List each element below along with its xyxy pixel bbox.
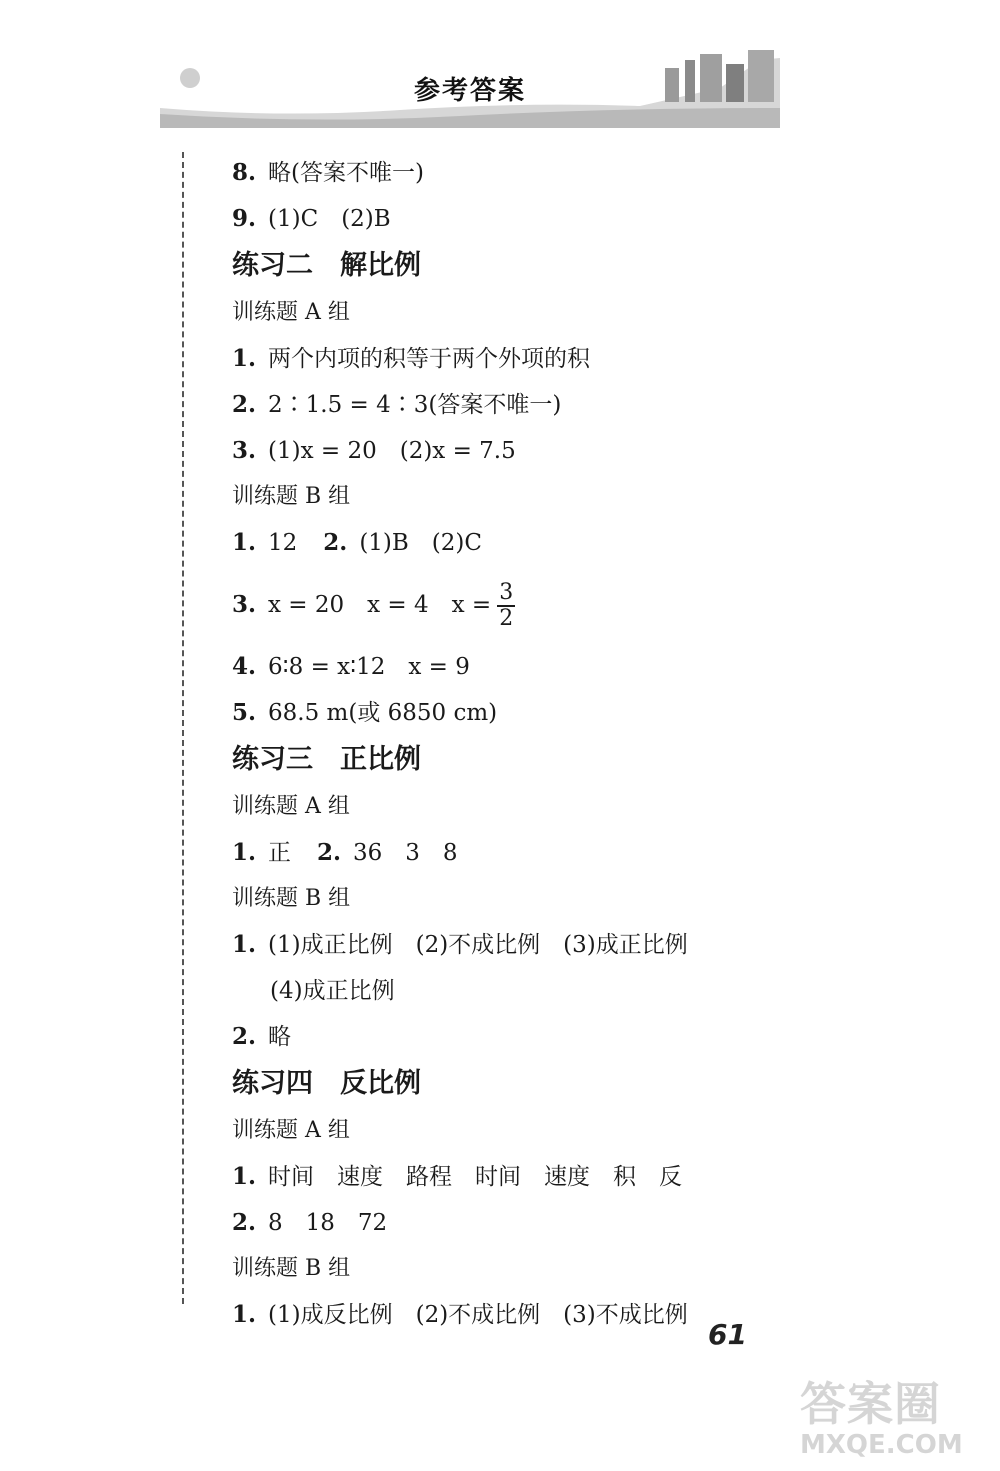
item-number: 1. [232,1163,257,1190]
item-number: 5. [232,699,257,726]
item-number: 3. [232,437,257,464]
answer-item [232,150,832,196]
answer-text: 6∶8 = x∶12 x = 9 [268,654,470,680]
item-number: 8. [232,159,257,186]
answer-item [232,520,832,566]
answer-text: 略 [268,1024,292,1050]
answer-text: x = 20 x = 4 x = [268,592,492,618]
answer-item [232,336,832,382]
answer-text: (1)成反比例 (2)不成比例 (3)不成比例 [268,1302,688,1328]
answer-item [232,382,832,428]
item-number: 3. [232,591,257,618]
answer-item [232,1200,832,1246]
page-number: 61 [708,1318,747,1351]
exercise-group-label: 训练题 A 组 [232,1118,350,1143]
item-number: 2. [317,839,342,866]
answer-content [232,150,832,1338]
item-number: 2. [232,1209,257,1236]
item-number: 1. [232,839,257,866]
answer-item [232,830,832,876]
item-number: 1. [232,529,257,556]
watermark [800,1368,995,1468]
answer-item [232,922,832,968]
exercise-group-label: 训练题 A 组 [232,794,350,819]
answer-item [232,644,832,690]
answer-text: 36 3 8 [353,840,458,866]
answer-text: 正 [268,840,292,866]
section-heading: 练习三 正比例 [232,744,421,775]
answer-text: 两个内项的积等于两个外项的积 [268,346,591,372]
answer-item [232,1014,832,1060]
answer-item [232,566,832,644]
section-heading: 练习四 反比例 [232,1068,421,1099]
item-number: 2. [232,1023,257,1050]
answer-text: (1)成正比例 (2)不成比例 (3)成正比例 [268,932,688,958]
answer-item [232,196,832,242]
answer-text: 68.5 m(或 6850 cm) [268,700,498,726]
fraction-denominator: 2 [499,606,514,631]
answer-item [232,1154,832,1200]
watermark-url: MXQE.COM [800,1430,963,1460]
watermark-logo-text: 答案圈 [800,1377,941,1431]
item-number: 1. [232,931,257,958]
answer-continuation: (4)成正比例 [270,978,395,1004]
answer-text: 2∶1.5 = 4∶3(答案不唯一) [268,392,562,418]
page-header [160,48,780,128]
answer-item [232,690,832,736]
answer-text: (1)B (2)C [359,530,482,556]
fraction-numerator: 3 [497,581,515,607]
exercise-group-label: 训练题 A 组 [232,300,350,325]
item-number: 4. [232,653,257,680]
answer-text: 时间 速度 路程 时间 速度 积 反 [268,1164,683,1190]
item-number: 2. [232,391,257,418]
answer-text: 8 18 72 [268,1210,388,1236]
item-number: 9. [232,205,257,232]
answer-text: (1)x = 20 (2)x = 7.5 [268,438,516,464]
fraction [497,581,515,631]
answer-text: (1)C (2)B [268,206,391,232]
exercise-group-label: 训练题 B 组 [232,484,351,509]
answer-text: 略(答案不唯一) [268,160,424,186]
header-title: 参考答案 [413,76,526,106]
section-heading: 练习二 解比例 [232,250,421,281]
exercise-group-label: 训练题 B 组 [232,886,351,911]
answer-item [232,428,832,474]
dashed-cut-line [182,152,184,1304]
item-number: 1. [232,345,257,372]
answer-text: 12 [268,530,298,556]
exercise-group-label: 训练题 B 组 [232,1256,351,1281]
item-number: 1. [232,1301,257,1328]
item-number: 2. [323,529,348,556]
